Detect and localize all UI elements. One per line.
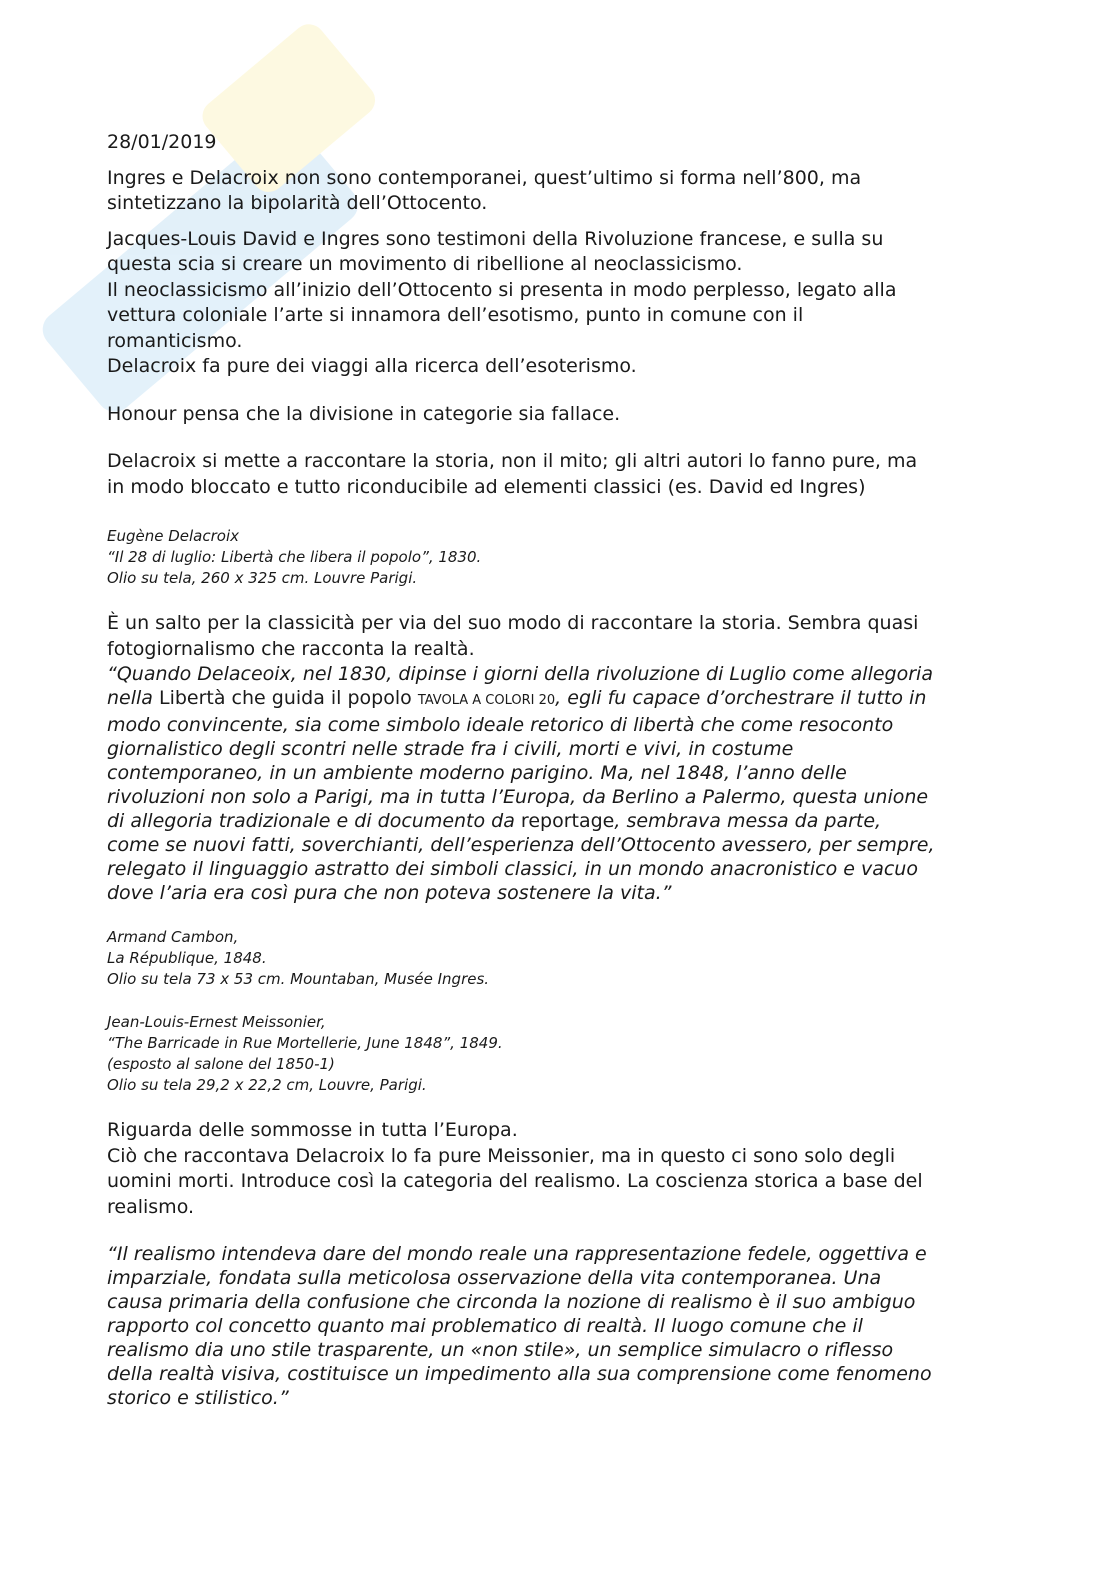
- artwork-caption-cambon: Armand Cambon, La République, 1848. Olio su tela 73 x 53 cm. Mountaban, Musée Ingres.: [107, 928, 490, 988]
- intro-paragraph-4: Delacroix si mette a raccontare la storia, non il mito; gli altri autori lo fanno pure, ma in modo bloccato e tutto riconducibile ad elementi classici (es. David ed Ingres): [107, 450, 918, 498]
- realism-quote: “Il realismo intendeva dare del mondo reale una rappresentazione fedele, oggettiva e imparziale, fondata sulla meticolosa osservazione della vita contemporanea. Una causa primaria della confusione che circonda la nozione di realismo è il suo ambiguo rapporto col concetto quanto mai problematico di realtà. Il luogo comune che il realismo dia uno stile trasparente, un «non stile», un semplice simulacro o riflesso della realtà visiva, costituisce un impedimento alla sua comprensione come fenomeno storico e stilistico.”: [107, 1243, 932, 1409]
- section3-paragraph: Riguarda delle sommosse in tutta l’Europa. Ciò che raccontava Delacroix lo fa pure Meissonier, ma in questo ci sono solo degli uomini morti. Introduce così la categoria del realismo. La coscienza storica a base del realismo.: [107, 1119, 923, 1218]
- artwork-caption-meissonier: Jean-Louis-Ernest Meissonier, “The Barricade in Rue Mortellerie, June 1848”, 1849. (esposto al salone del 1850-1) Olio su tela 29,2 x 22,2 cm, Louvre, Parigi.: [107, 1013, 503, 1094]
- intro-paragraph-2: Jacques-Louis David e Ingres sono testimoni della Rivoluzione francese, e sulla su questa scia si creare un movimento di ribellione al neoclassicismo. Il neoclassicismo all’inizio dell’Ottocento si presenta in modo perplesso, legato alla vettura coloniale l’arte si innamora dell’esotismo, punto in comune con il romanticismo. Delacroix fa pure dei viaggi alla ricerca dell’esoterismo.: [107, 227, 897, 377]
- honour-quote: “Quando Delaceoix, nel 1830, dipinse i giorni della rivoluzione di Luglio come allegoria nella Libertà che guida il popolo TAVOLA A COLORI 20, egli fu capace d’orchestrare il tutto in modo convincente, sia come simbolo ideale retorico di libertà che come resoconto giornalistico degli scontri nelle strade fra i civili, morti e vivi, in costume contemporaneo, in un ambiente moderno parigino. Ma, nel 1848, l’anno delle rivoluzioni non solo a Parigi, ma in tutta l’Europa, da Berlino a Palermo, questa unione di allegoria tradizionale e di documento da reportage, sembrava messa da parte, come se nuovi fatti, soverchianti, dell’esperienza dell’Ottocento avessero, per sempre, relegato il linguaggio astratto dei simboli classici, in un mondo anacronistico e vacuo dove l’aria era così pura che non poteva sostenere la vita.”: [107, 663, 935, 904]
- artwork-caption-delacroix: Eugène Delacroix “Il 28 di luglio: Libertà che libera il popolo”, 1830. Olio su tela, 260 x 325 cm. Louvre Parigi.: [107, 527, 482, 587]
- document-page: [107, 130, 1007, 1410]
- intro-paragraph-1: Ingres e Delacroix non sono contemporanei, quest’ultimo si forma nell’800, ma sintetizzano la bipolarità dell’Ottocento.: [107, 166, 862, 214]
- section2-paragraph: È un salto per la classicità per via del suo modo di raccontare la storia. Sembra quasi fotogiornalismo che racconta la realtà.: [107, 612, 919, 660]
- document-date: 28/01/2019: [107, 131, 217, 153]
- intro-paragraph-3: Honour pensa che la divisione in categorie sia fallace.: [107, 402, 621, 425]
